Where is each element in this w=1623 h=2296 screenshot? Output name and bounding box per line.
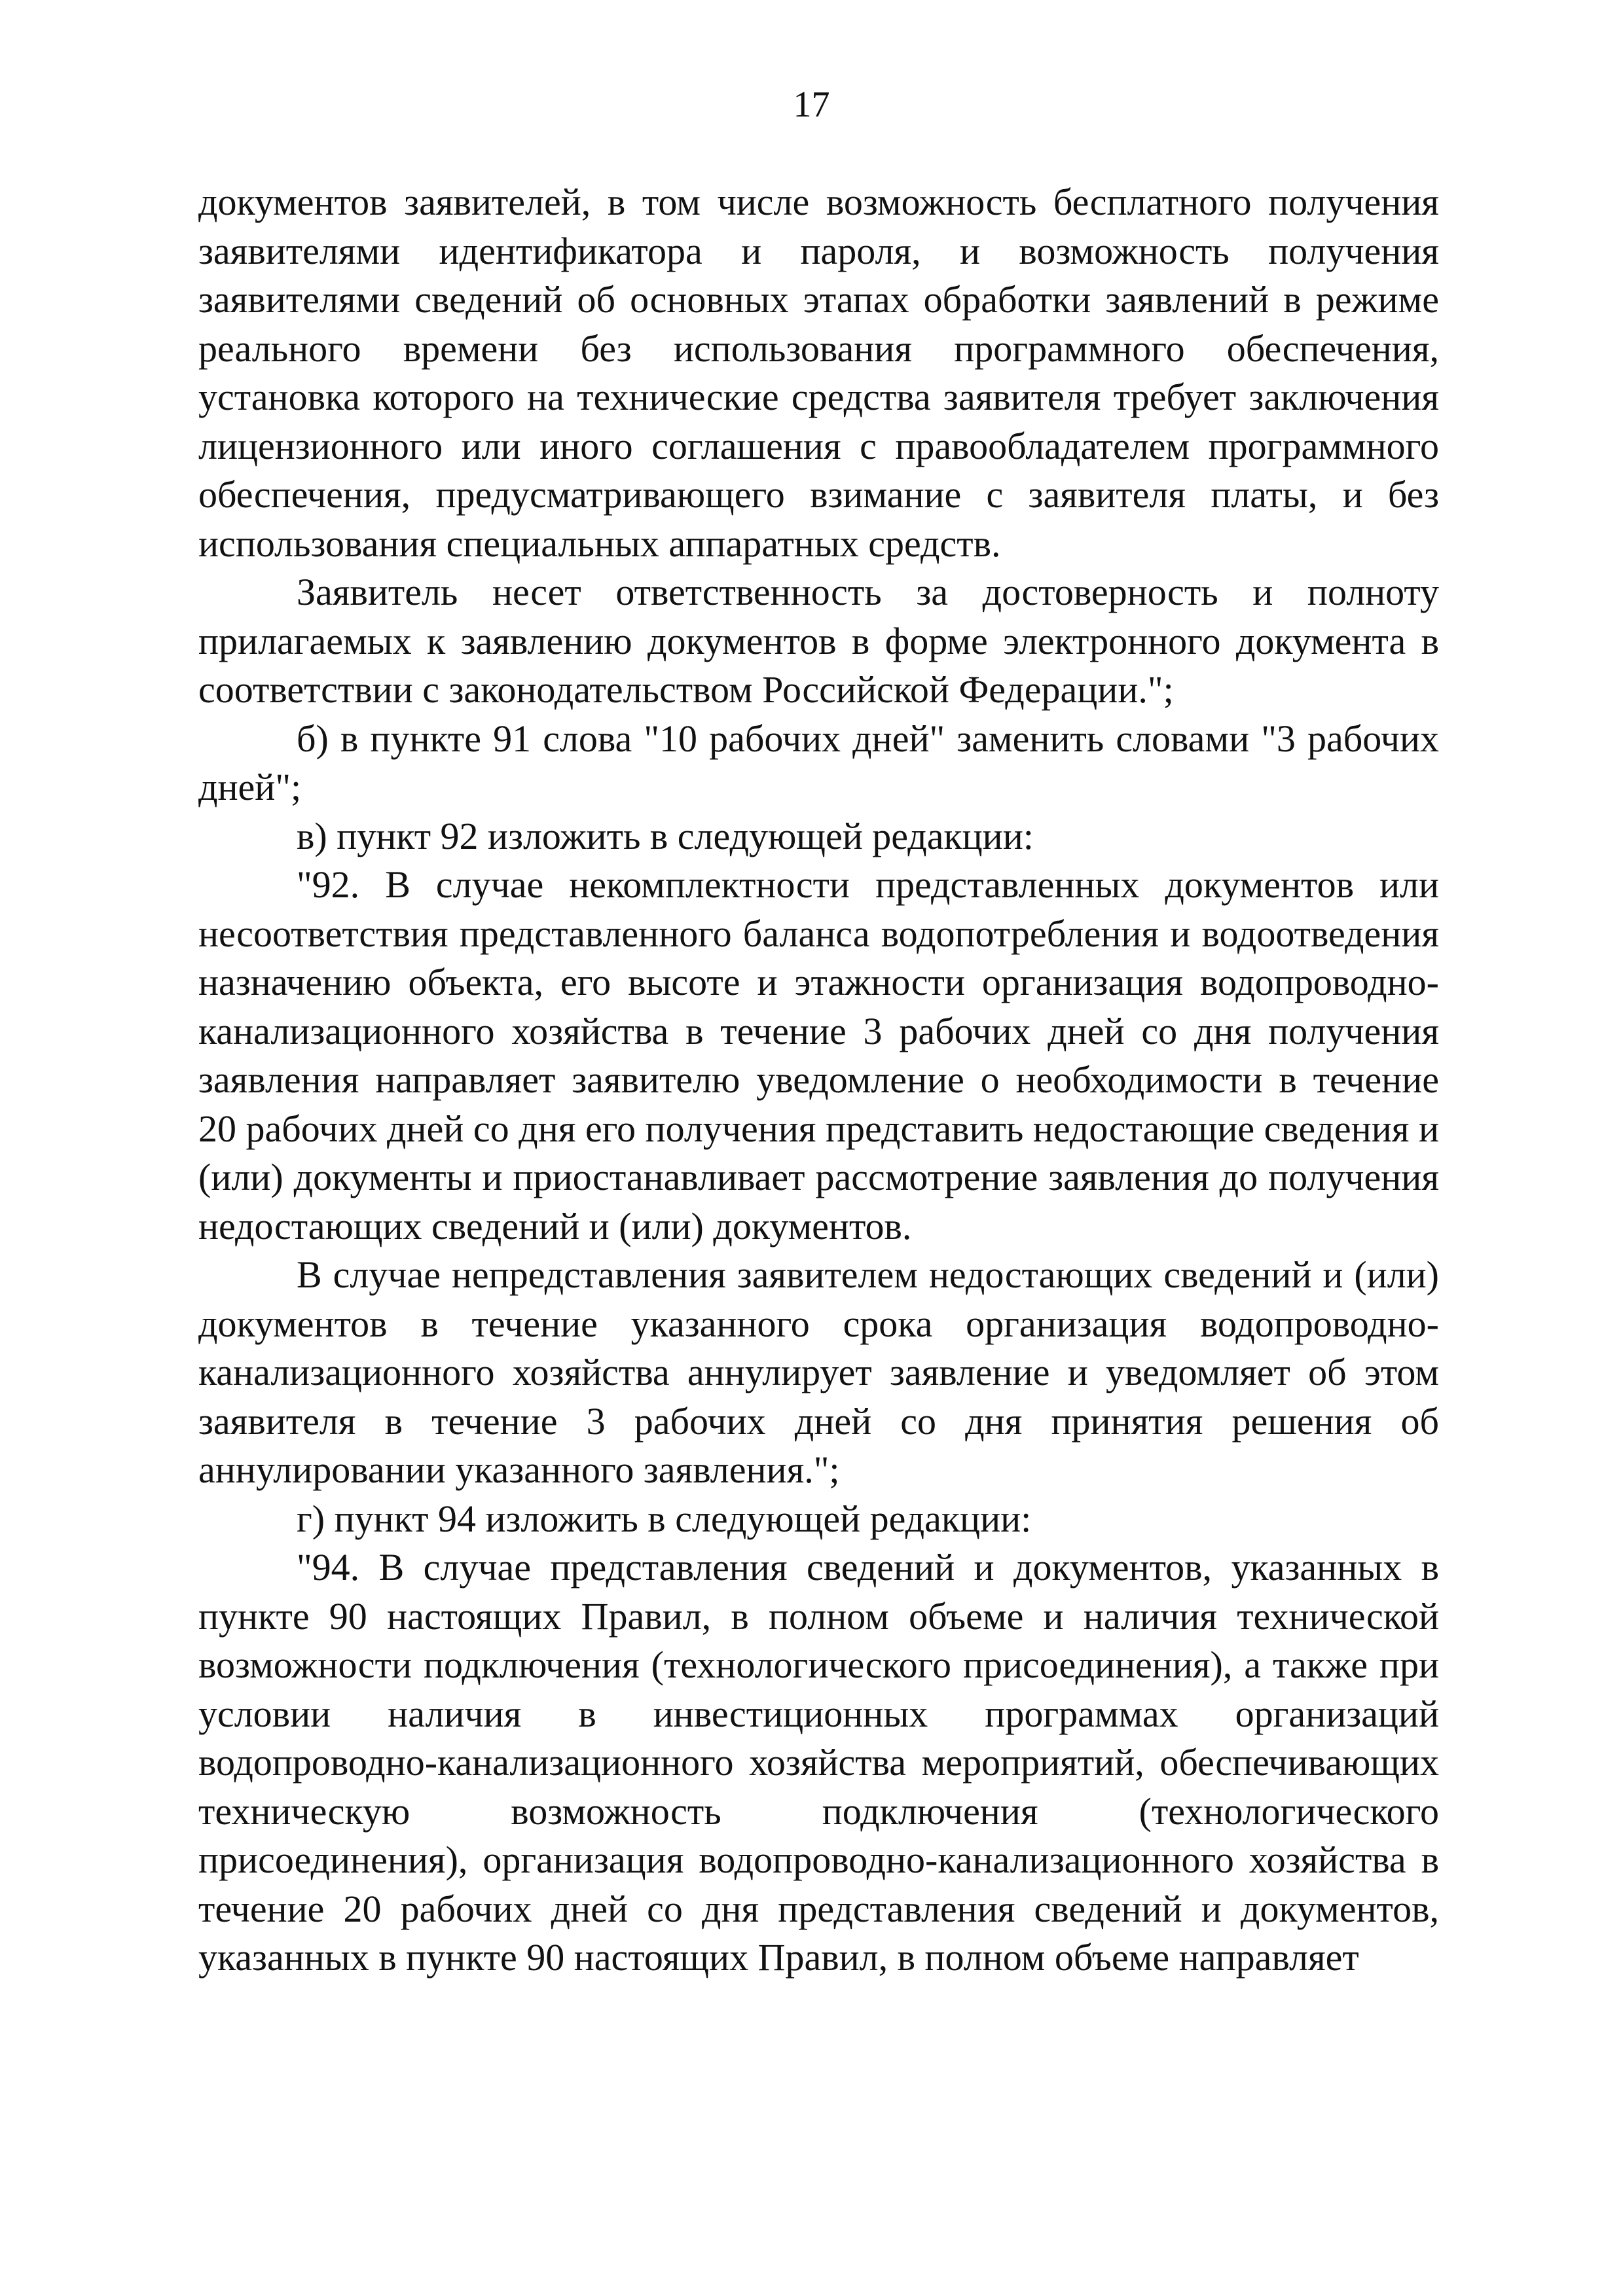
paragraph-continuation: документов заявителей, в том числе возможность бесплатного получения заявителями идентификатора и пароля, и возможность получения заявителями сведений об основных этапах обработки заявлений в режиме реального времени без использования программного обеспечения, установка которого на технические средства заявителя требует заключения лицензионного или иного соглашения с правообладателем программного обеспечения, предусматривающего взимание с заявителя платы, и без использования специальных аппаратных средств. [198,181,1439,565]
document-body [198,178,1439,1982]
paragraph-item-b: б) в пункте 91 слова "10 рабочих дней" заменить словами "3 рабочих дней"; [198,717,1439,808]
page-number: 17 [793,84,830,125]
paragraph-clause-92-annulment: В случае непредставления заявителем недостающих сведений и (или) документов в течение указанного срока организация водопроводно-канализационного хозяйства аннулирует заявление и уведомляет об этом заявителя в течение 3 рабочих дней со дня принятия решения об аннулировании указанного заявления."; [198,1253,1439,1491]
paragraph-clause-94: "94. В случае представления сведений и документов, указанных в пункте 90 настоящих Правил, в полном объеме и наличия технической возможности подключения (технологического присоединения), а также при условии наличия в инвестиционных программах организаций водопроводно-канализационного хозяйства мероприятий, обеспечивающих техническую возможность подключения (технологического присоединения), организация водопроводно-канализационного хозяйства в течение 20 рабочих дней со дня представления сведений и документов, указанных в пункте 90 настоящих Правил, в полном объеме направляет [198,1546,1439,1979]
paragraph-clause-92: "92. В случае некомплектности представленных документов или несоответствия представленного баланса водопотребления и водоотведения назначению объекта, его высоте и этажности организация водопроводно-канализационного хозяйства в течение 3 рабочих дней со дня получения заявления направляет заявителю уведомление о необходимости в течение 20 рабочих дней со дня его получения представить недостающие сведения и (или) документы и приостанавливает рассмотрение заявления до получения недостающих сведений и (или) документов. [198,863,1439,1247]
paragraph-applicant-responsibility: Заявитель несет ответственность за достоверность и полноту прилагаемых к заявлению документов в форме электронного документа в соответствии с законодательством Российской Федерации."; [198,571,1439,711]
paragraph-item-g: г) пункт 94 изложить в следующей редакции: [297,1497,1032,1540]
paragraph-item-v: в) пункт 92 изложить в следующей редакции: [297,814,1034,857]
